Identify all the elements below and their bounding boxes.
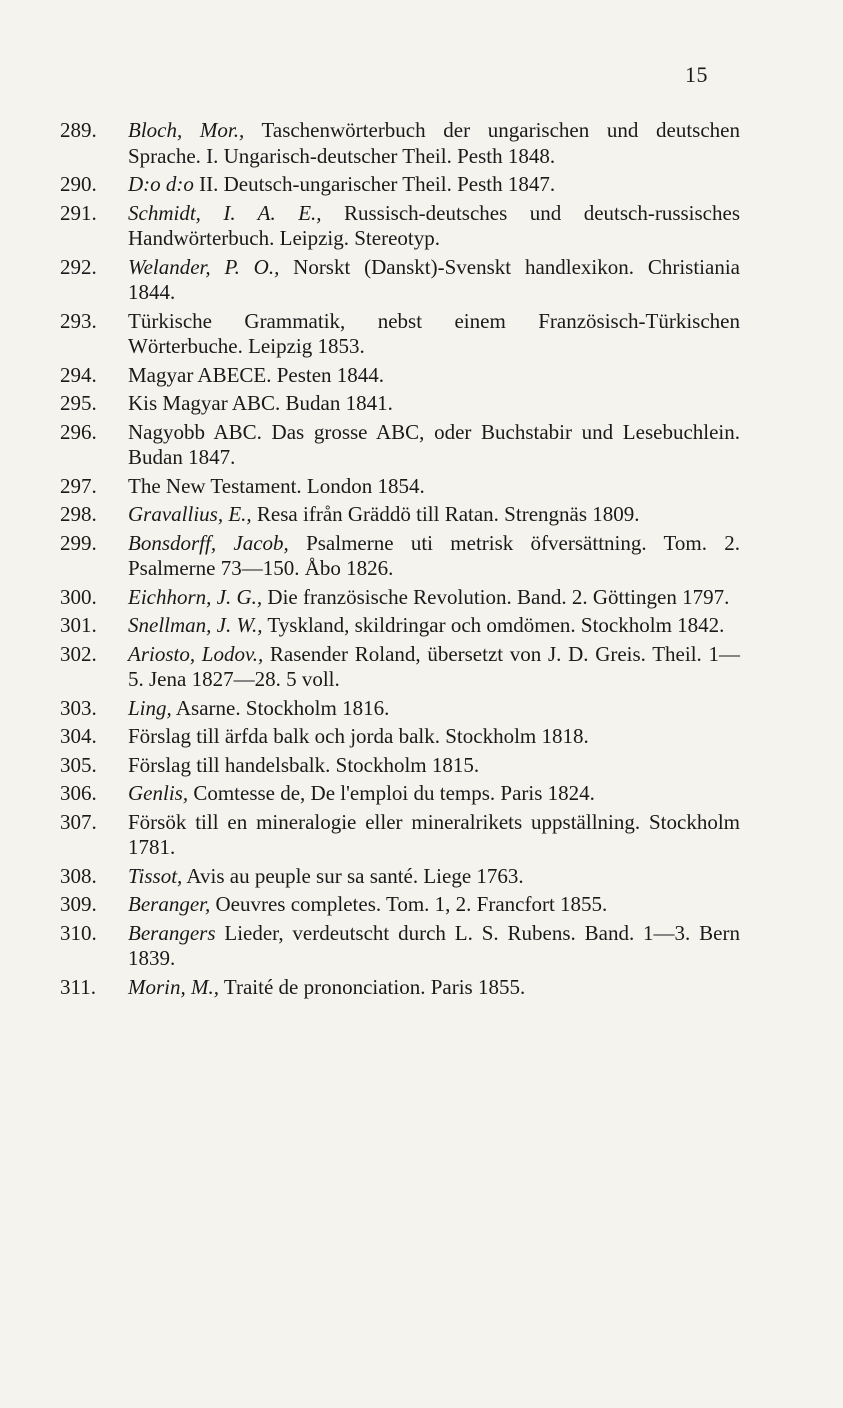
entry-text xyxy=(128,810,740,861)
entry-title: Tyskland, skildringar och omdömen. Stockholm 1842. xyxy=(262,613,725,637)
entry-number: 302. xyxy=(60,641,97,666)
catalog-entry xyxy=(60,864,740,890)
catalog-entry xyxy=(60,921,740,972)
entry-title: Psalmerne uti metrisk öfversättning. Tom. 2. Psalmerne 73—150. Åbo 1826. xyxy=(128,530,741,580)
entry-number: 292. xyxy=(60,254,97,279)
entry-number: 296. xyxy=(60,419,97,444)
entry-text xyxy=(128,201,740,252)
entry-author: Gravallius, E., xyxy=(128,502,252,526)
entry-author: Schmidt, I. A. E., xyxy=(128,200,322,225)
entry-text xyxy=(128,642,740,693)
entry-text xyxy=(128,613,740,639)
catalog-entry xyxy=(60,892,740,918)
entry-number: 311. xyxy=(60,974,96,999)
entry-title: Russisch-deutsches und deutsch-russisches Handwörterbuch. Leipzig. Stereotyp. xyxy=(128,200,740,250)
catalog-entry xyxy=(60,201,740,252)
entry-text xyxy=(128,502,740,528)
entry-text xyxy=(128,363,740,389)
entry-text xyxy=(128,118,740,169)
entry-text xyxy=(128,864,740,890)
entry-title: Avis au peuple sur sa santé. Liege 1763. xyxy=(182,863,524,888)
entry-author: Bonsdorff, Jacob, xyxy=(128,530,289,555)
catalog-entry xyxy=(60,781,740,807)
catalog-entry xyxy=(60,642,740,693)
entry-text xyxy=(128,420,740,471)
catalog-entry xyxy=(60,363,740,389)
entry-author: Tissot, xyxy=(128,863,183,888)
entry-title: Traité de prononciation. Paris 1855. xyxy=(219,974,526,999)
entry-text xyxy=(128,892,740,918)
catalog-entry xyxy=(60,172,740,198)
entry-text xyxy=(128,975,740,1001)
entry-text xyxy=(128,531,740,582)
entry-number: 303. xyxy=(60,695,97,720)
entry-list xyxy=(60,118,740,1003)
entry-author: Eichhorn, J. G., xyxy=(128,584,263,609)
entry-number: 299. xyxy=(60,530,97,555)
entry-number: 304. xyxy=(60,724,97,748)
entry-title: Försök till en mineralogie eller mineralrikets uppställning. Stockholm 1781. xyxy=(128,809,740,859)
catalog-entry xyxy=(60,391,740,417)
entry-number: 293. xyxy=(60,308,97,333)
entry-author: Snellman, J. W., xyxy=(128,613,263,637)
catalog-entry xyxy=(60,585,740,611)
page-number: 15 xyxy=(685,62,708,87)
entry-text xyxy=(128,921,740,972)
entry-title: Taschenwörterbuch der ungarischen und deutschen Sprache. I. Ungarisch-deutscher Theil. Pesth 1848. xyxy=(128,118,740,168)
entry-text xyxy=(128,391,740,417)
entry-number: 306. xyxy=(60,781,97,805)
entry-title: Förslag till ärfda balk och jorda balk. Stockholm 1818. xyxy=(128,724,589,748)
catalog-entry xyxy=(60,724,740,750)
entry-text xyxy=(128,309,740,360)
entry-number: 308. xyxy=(60,863,97,888)
entry-title: Magyar ABECE. Pesten 1844. xyxy=(128,362,385,387)
entry-text xyxy=(128,585,740,611)
entry-number: 289. xyxy=(60,118,97,142)
catalog-entry xyxy=(60,975,740,1001)
entry-number: 297. xyxy=(60,473,97,498)
entry-author: Beranger, xyxy=(128,892,211,916)
entry-author: Ariosto, Lodov., xyxy=(128,641,264,666)
entry-author: Ling, xyxy=(128,695,172,720)
catalog-entry xyxy=(60,531,740,582)
entry-author: Bloch, Mor., xyxy=(128,118,245,142)
entry-text xyxy=(128,696,740,722)
entry-number: 294. xyxy=(60,362,97,387)
catalog-entry xyxy=(60,420,740,471)
entry-author: Berangers xyxy=(128,920,216,945)
entry-number: 310. xyxy=(60,920,97,945)
catalog-entry xyxy=(60,810,740,861)
entry-text xyxy=(128,255,740,306)
entry-title: Oeuvres completes. Tom. 1, 2. Francfort 1855. xyxy=(210,892,608,916)
entry-author: Genlis, xyxy=(128,781,189,805)
entry-number: 307. xyxy=(60,809,97,834)
entry-title: Türkische Grammatik, nebst einem Französisch-Türkischen Wörterbuche. Leipzig 1853. xyxy=(128,308,740,358)
catalog-entry xyxy=(60,696,740,722)
entry-number: 291. xyxy=(60,200,97,225)
entry-title: Kis Magyar ABC. Budan 1841. xyxy=(128,391,393,415)
entry-title: Die französische Revolution. Band. 2. Göttingen 1797. xyxy=(262,584,730,609)
entry-number: 298. xyxy=(60,502,97,526)
entry-text xyxy=(128,474,740,500)
entry-title: The New Testament. London 1854. xyxy=(128,473,425,498)
entry-title: II. Deutsch-ungarischer Theil. Pesth 1847. xyxy=(193,172,556,196)
entry-author: D:o d:o xyxy=(128,172,194,196)
entry-number: 295. xyxy=(60,391,97,415)
entry-number: 301. xyxy=(60,613,97,637)
entry-text xyxy=(128,172,740,198)
entry-title: Rasender Roland, übersetzt von J. D. Greis. Theil. 1—5. Jena 1827—28. 5 voll. xyxy=(128,641,740,691)
entry-number: 309. xyxy=(60,892,97,916)
entry-text xyxy=(128,753,740,779)
catalog-entry xyxy=(60,474,740,500)
entry-author: Morin, M., xyxy=(128,974,219,999)
entry-title: Förslag till handelsbalk. Stockholm 1815. xyxy=(128,752,480,777)
catalog-entry xyxy=(60,502,740,528)
entry-title: Lieder, verdeutscht durch L. S. Rubens. Band. 1—3. Bern 1839. xyxy=(128,920,740,970)
entry-title: Asarne. Stockholm 1816. xyxy=(171,695,390,720)
catalog-entry xyxy=(60,613,740,639)
entry-text xyxy=(128,724,740,750)
entry-title: Resa ifrån Gräddö till Ratan. Strengnäs 1809. xyxy=(251,502,640,526)
entry-title: Comtesse de, De l'emploi du temps. Paris 1824. xyxy=(188,781,595,805)
catalog-entry xyxy=(60,753,740,779)
entry-number: 300. xyxy=(60,584,97,609)
entry-text xyxy=(128,781,740,807)
entry-title: Norskt (Danskt)-Svenskt handlexikon. Christiania 1844. xyxy=(128,254,740,304)
entry-title: Nagyobb ABC. Das grosse ABC, oder Buchstabir und Lesebuchlein. Budan 1847. xyxy=(128,419,740,469)
entry-author: Welander, P. O., xyxy=(128,254,280,279)
catalog-entry xyxy=(60,309,740,360)
entry-number: 305. xyxy=(60,752,97,777)
catalog-entry xyxy=(60,255,740,306)
catalog-entry xyxy=(60,118,740,169)
entry-number: 290. xyxy=(60,172,97,196)
